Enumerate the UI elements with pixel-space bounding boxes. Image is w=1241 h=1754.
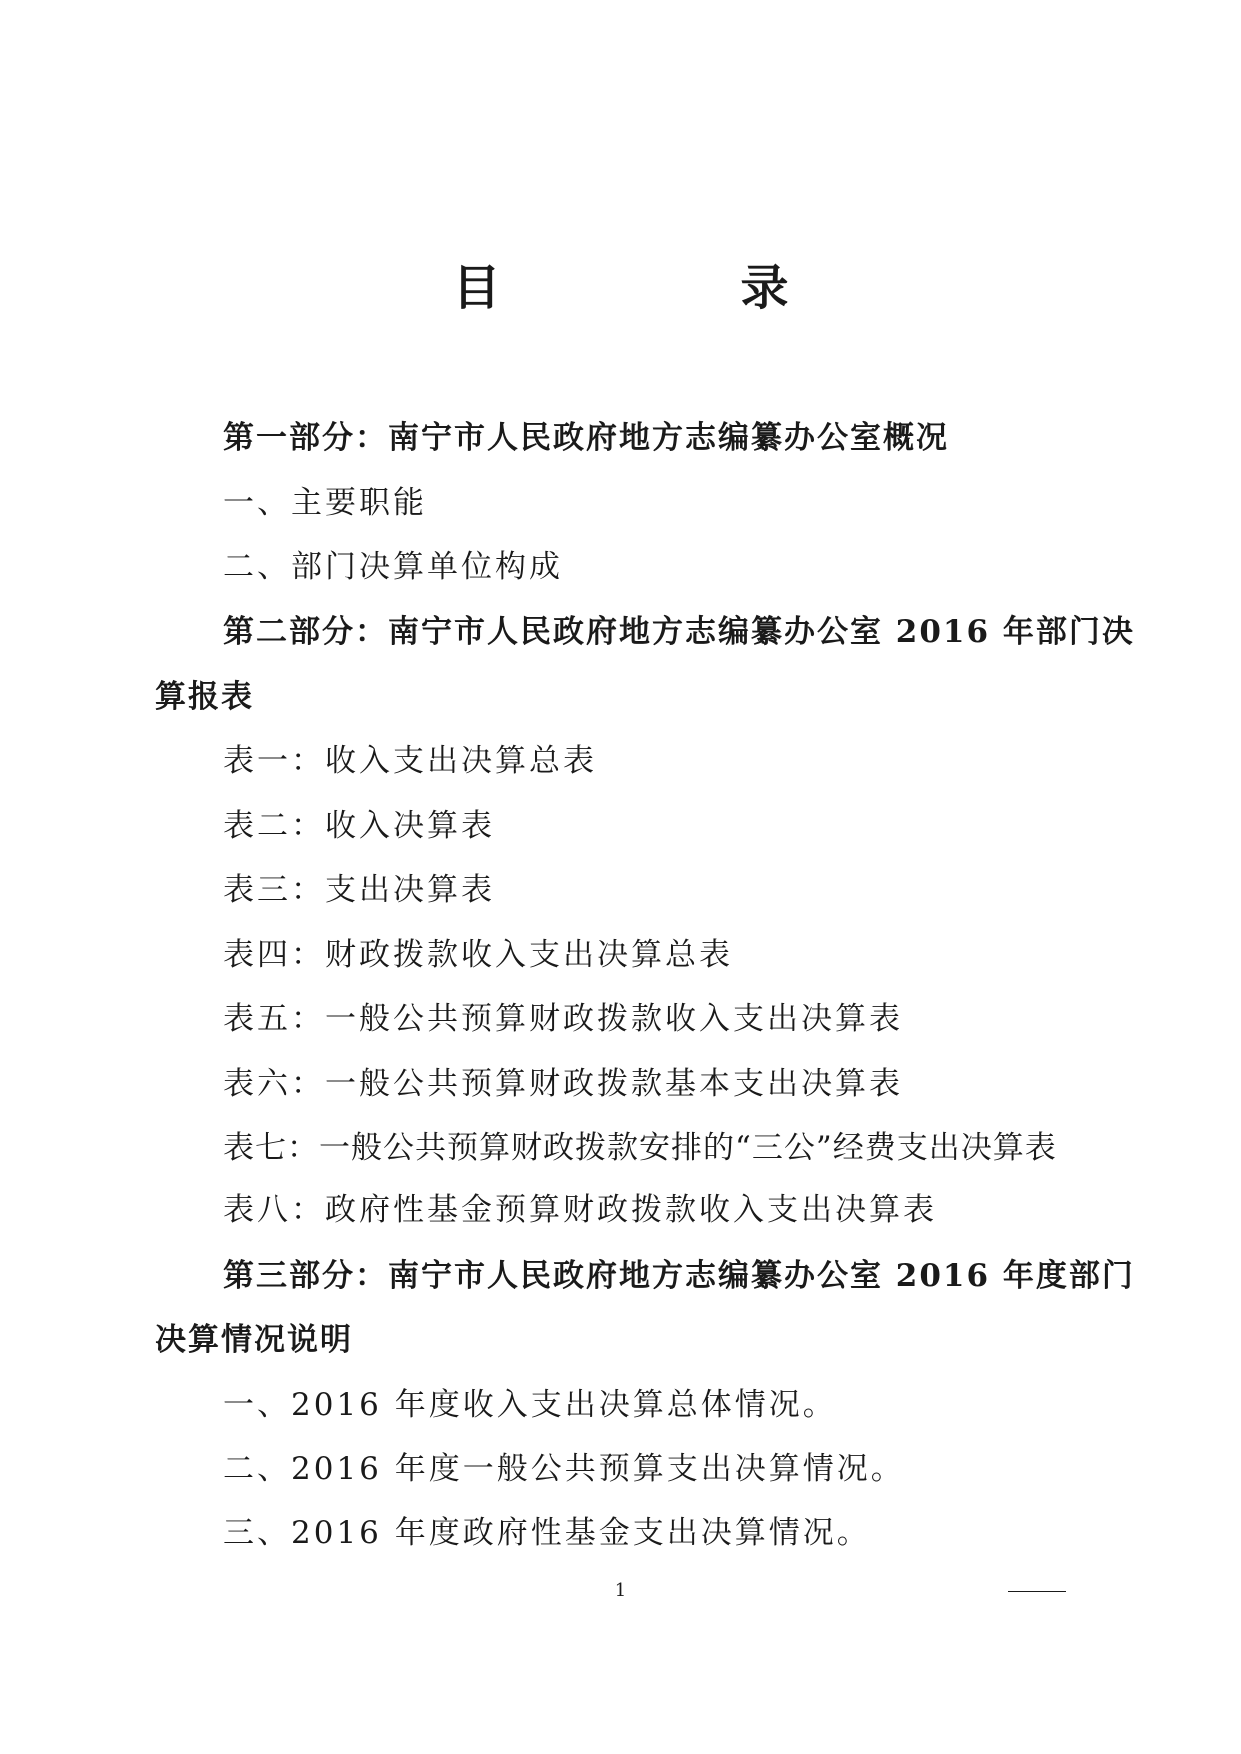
toc-item: 表六：一般公共预算财政拨款基本支出决算表 bbox=[223, 1066, 903, 1102]
toc-item: 一、2016 年度收入支出决算总体情况。 bbox=[223, 1387, 837, 1423]
toc-item: 表七：一般公共预算财政拨款安排的“三公”经费支出决算表 bbox=[223, 1130, 1057, 1166]
toc-item: 二、部门决算单位构成 bbox=[223, 549, 563, 585]
part2-heading: 第二部分：南宁市人民政府地方志编纂办公室 2016 年部门决 bbox=[223, 614, 1135, 650]
part1-heading: 第一部分：南宁市人民政府地方志编纂办公室概况 bbox=[223, 420, 949, 456]
part3-heading: 第三部分：南宁市人民政府地方志编纂办公室 2016 年度部门 bbox=[223, 1258, 1135, 1294]
page-title: 目 录 bbox=[452, 260, 885, 316]
toc-item: 表二：收入决算表 bbox=[223, 808, 495, 844]
toc-item: 表三：支出决算表 bbox=[223, 872, 495, 908]
footer-dash bbox=[1008, 1591, 1066, 1592]
toc-item: 三、2016 年度政府性基金支出决算情况。 bbox=[223, 1515, 871, 1551]
toc-item: 表八：政府性基金预算财政拨款收入支出决算表 bbox=[223, 1192, 937, 1228]
part3-heading-continued: 决算情况说明 bbox=[155, 1322, 353, 1358]
toc-item: 表四：财政拨款收入支出决算总表 bbox=[223, 937, 733, 973]
toc-item: 二、2016 年度一般公共预算支出决算情况。 bbox=[223, 1451, 905, 1487]
page-number: 1 bbox=[614, 1580, 627, 1601]
toc-item: 一、主要职能 bbox=[223, 485, 427, 521]
toc-item: 表一：收入支出决算总表 bbox=[223, 743, 597, 779]
toc-item: 表五：一般公共预算财政拨款收入支出决算表 bbox=[223, 1001, 903, 1037]
part2-heading-continued: 算报表 bbox=[155, 679, 254, 715]
